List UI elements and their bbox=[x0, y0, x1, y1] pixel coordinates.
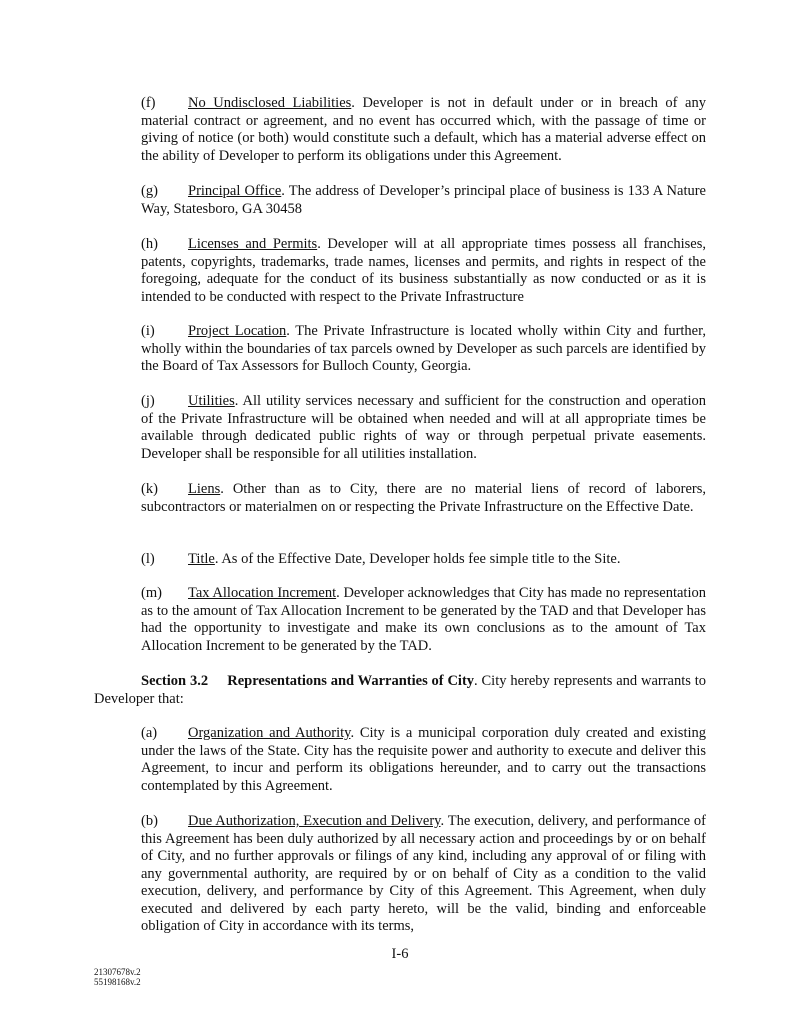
item-text: . Other than as to City, there are no material liens of record of laborers, subcontractors or materialmen on or respecting the Private Infrastructure on the Effective Date. bbox=[141, 481, 706, 515]
item-title: Project Location bbox=[188, 323, 287, 339]
item-label: (i) bbox=[141, 323, 155, 339]
item-l bbox=[141, 551, 706, 569]
item-label: (l) bbox=[141, 551, 155, 567]
item-text: . As of the Effective Date, Developer holds fee simple title to the Site. bbox=[214, 551, 621, 567]
item-b bbox=[141, 813, 706, 936]
item-text: . All utility services necessary and sufficient for the construction and operation of the Private Infrastructure will be obtained when needed and will at all appropriate times be available through dedicated public rights of way or through perpetual private easements. Developer shall be responsible for all utilities installation. bbox=[141, 393, 706, 462]
item-i bbox=[141, 323, 706, 376]
item-text: . Developer acknowledges that City has made no representation as to the amount of Tax Allocation Increment to be generated by the TAD and that Developer has had the opportunity to investigate and make its own conclusions as to the amount of Tax Allocation Increment to be generated by the TAD. bbox=[141, 585, 706, 654]
item-h bbox=[141, 236, 706, 306]
item-label: (k) bbox=[141, 481, 158, 497]
item-a bbox=[141, 725, 706, 795]
section-number: Section 3.2 bbox=[141, 673, 209, 689]
item-f bbox=[141, 95, 706, 165]
page-number: I-6 bbox=[391, 946, 409, 962]
item-label: (a) bbox=[141, 725, 158, 741]
item-label: (m) bbox=[141, 585, 162, 601]
item-title: Title bbox=[188, 551, 215, 567]
item-title: Licenses and Permits bbox=[188, 236, 318, 252]
item-title: Due Authorization, Execution and Delivery bbox=[188, 813, 441, 829]
item-label: (f) bbox=[141, 95, 156, 111]
item-text: . The Private Infrastructure is located wholly within City and further, wholly within the boundaries of tax parcels owned by Developer as such parcels are identified by the Board of Tax Assessors for Bulloch County, Georgia. bbox=[141, 323, 706, 374]
item-label: (g) bbox=[141, 183, 158, 199]
item-text: . The execution, delivery, and performance of this Agreement has been duly authorized by all necessary action and proceedings by or on behalf of City, and no further approvals or filings of any kind, including any approval of or filing with any governmental authority, are required by or on behalf of City as a condition to the valid execution, delivery, and performance by City of this Agreement. This Agreement, when duly executed and delivered by each party hereto, will be the valid, binding and enforceable obligation of City in accordance with its terms, bbox=[141, 813, 707, 934]
item-text: . The address of Developer’s principal place of business is 133 A Nature Way, Statesboro, GA 30458 bbox=[141, 183, 706, 217]
item-g bbox=[141, 183, 706, 218]
doc-id-2: 55198168v.2 bbox=[94, 977, 141, 987]
item-k bbox=[141, 481, 706, 516]
item-title: Organization and Authority bbox=[188, 725, 351, 741]
doc-id-1: 21307678v.2 bbox=[94, 967, 141, 977]
item-title: Liens bbox=[188, 481, 221, 497]
section-3-2-heading bbox=[94, 673, 706, 708]
item-label: (b) bbox=[141, 813, 158, 829]
item-text: . Developer is not in default under or in breach of any material contract or agreement, and no event has occurred which, with the passage of time or giving of notice (or both) would constitute such a default, which has a material adverse effect on the ability of Developer to perform its obligations under this Agreement. bbox=[141, 95, 706, 164]
item-title: Tax Allocation Increment bbox=[188, 585, 337, 601]
section-intro: . City hereby represents and warrants to Developer that: bbox=[94, 673, 707, 707]
section-title: Representations and Warranties of City bbox=[227, 673, 475, 689]
item-text: . City is a municipal corporation duly created and existing under the laws of the State. City has the requisite power and authority to execute and deliver this Agreement, to incur and perform its obligations hereunder, and to carry out the transactions contemplated by this Agreement. bbox=[141, 725, 707, 794]
item-j bbox=[141, 393, 706, 463]
item-label: (j) bbox=[141, 393, 155, 409]
item-text: . Developer will at all appropriate times possess all franchises, patents, copyrights, trademarks, trade names, licenses and permits, and rights in respect of the foregoing, adequate for the conduct of its business substantially as now conducted or as it is intended to be conducted with respect to the Private Infrastructure bbox=[141, 236, 706, 305]
item-m bbox=[141, 585, 706, 655]
item-title: Utilities bbox=[188, 393, 235, 409]
item-title: No Undisclosed Liabilities bbox=[188, 95, 352, 111]
item-title: Principal Office bbox=[188, 183, 282, 199]
item-label: (h) bbox=[141, 236, 158, 252]
